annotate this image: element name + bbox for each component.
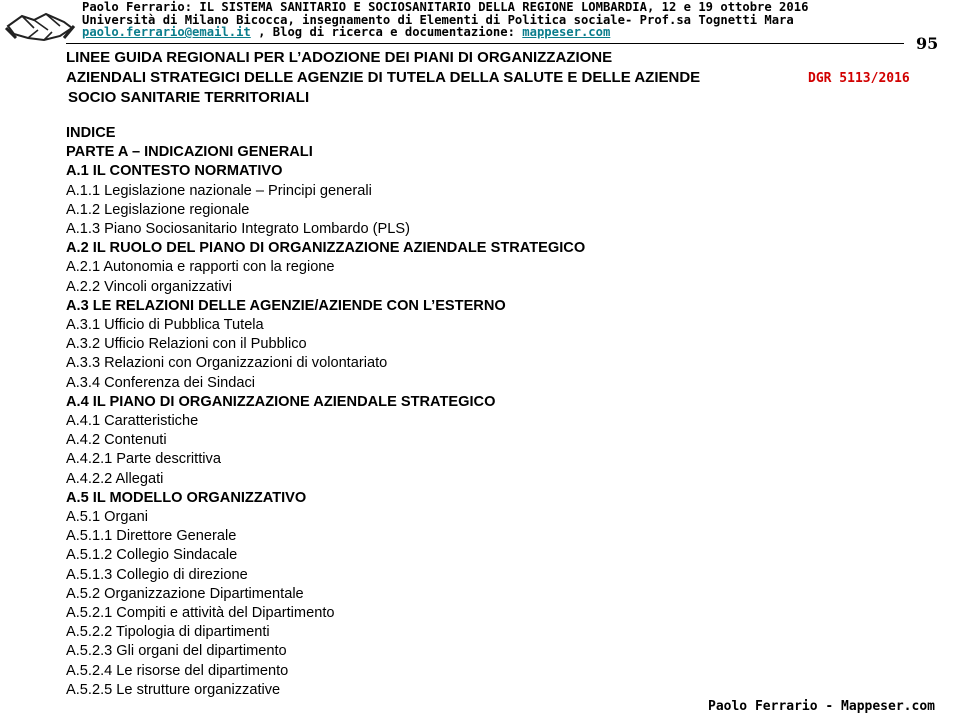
toc-item: A.4.2.1 Parte descrittiva <box>66 451 221 468</box>
toc-heading: A.2 IL RUOLO DEL PIANO DI ORGANIZZAZIONE AZIENDALE STRATEGICO <box>66 240 586 257</box>
page-number: 95 <box>916 34 939 53</box>
title-line-2: AZIENDALI STRATEGICI DELLE AGENZIE DI TUTELA DELLA SALUTE E DELLE AZIENDE <box>66 69 701 86</box>
toc-item: A.3.4 Conferenza dei Sindaci <box>66 374 256 391</box>
toc-heading: INDICE <box>66 125 116 141</box>
toc-item: A.5.1.2 Collegio Sindacale <box>66 547 238 564</box>
header-course-line: Paolo Ferrario: IL SISTEMA SANITARIO E SOCIOSANITARIO DELLA REGIONE LOMBARDIA, 12 e 19 ottobre 2016 <box>82 0 809 14</box>
toc-item: A.4.1 Caratteristiche <box>66 413 199 430</box>
toc-item: A.5.2.4 Le risorse del dipartimento <box>66 662 289 679</box>
toc-item: A.3.1 Ufficio di Pubblica Tutela <box>66 317 264 334</box>
toc-heading: A.5 IL MODELLO ORGANIZZATIVO <box>66 489 307 506</box>
toc-item: A.3.3 Relazioni con Organizzazioni di volontariato <box>66 355 388 372</box>
toc-item: A.1.2 Legislazione regionale <box>66 201 250 218</box>
toc-item: A.5.1.3 Collegio di direzione <box>66 566 248 583</box>
blog-link[interactable]: mappeser.com <box>522 25 611 39</box>
toc-item: A.5.2.2 Tipologia di dipartimenti <box>66 624 270 641</box>
toc-item: A.5.2.5 Le strutture organizzative <box>66 681 281 698</box>
toc-item: A.5.2.1 Compiti e attività del Dipartimento <box>66 605 335 622</box>
document-header <box>82 1 808 39</box>
handshake-logo-icon <box>4 2 76 44</box>
toc-heading: A.3 LE RELAZIONI DELLE AGENZIE/AZIENDE CON L’ESTERNO <box>66 297 506 314</box>
toc-item: A.5.2.3 Gli organi del dipartimento <box>66 643 287 660</box>
toc-item: A.4.2 Contenuti <box>66 432 167 449</box>
toc-item: A.1.3 Piano Sociosanitario Integrato Lombardo (PLS) <box>66 221 410 238</box>
email-link[interactable]: paolo.ferrario@email.it <box>82 25 251 39</box>
footer-credit: Paolo Ferrario - Mappeser.com <box>708 699 935 714</box>
toc-heading: A.4 IL PIANO DI ORGANIZZAZIONE AZIENDALE STRATEGICO <box>66 393 496 410</box>
page-title <box>66 48 700 108</box>
header-contact-text: , Blog di ricerca e documentazione: <box>250 25 523 39</box>
table-of-contents <box>66 124 585 700</box>
toc-item: A.4.2.2 Allegati <box>66 470 164 487</box>
title-line-1: LINEE GUIDA REGIONALI PER L’ADOZIONE DEI PIANI DI ORGANIZZAZIONE <box>66 49 613 66</box>
toc-item: A.5.1.1 Direttore Generale <box>66 528 237 545</box>
toc-item: A.3.2 Ufficio Relazioni con il Pubblico <box>66 336 307 353</box>
toc-heading: PARTE A – INDICAZIONI GENERALI <box>66 144 313 161</box>
toc-item: A.2.1 Autonomia e rapporti con la regione <box>66 259 335 276</box>
dgr-reference: DGR 5113/2016 <box>808 71 910 86</box>
header-university-line: Università di Milano Bicocca, insegnamento di Elementi di Politica sociale- Prof.sa Tognetti Mara <box>82 12 794 27</box>
toc-item: A.5.1 Organi <box>66 509 148 526</box>
header-contact-line <box>82 26 808 39</box>
toc-item: A.1.1 Legislazione nazionale – Principi generali <box>66 182 372 199</box>
header-divider <box>66 43 904 44</box>
toc-item: A.5.2 Organizzazione Dipartimentale <box>66 585 304 602</box>
toc-heading: A.1 IL CONTESTO NORMATIVO <box>66 163 283 180</box>
toc-item: A.2.2 Vincoli organizzativi <box>66 278 233 295</box>
title-line-3: SOCIO SANITARIE TERRITORIALI <box>68 89 310 106</box>
